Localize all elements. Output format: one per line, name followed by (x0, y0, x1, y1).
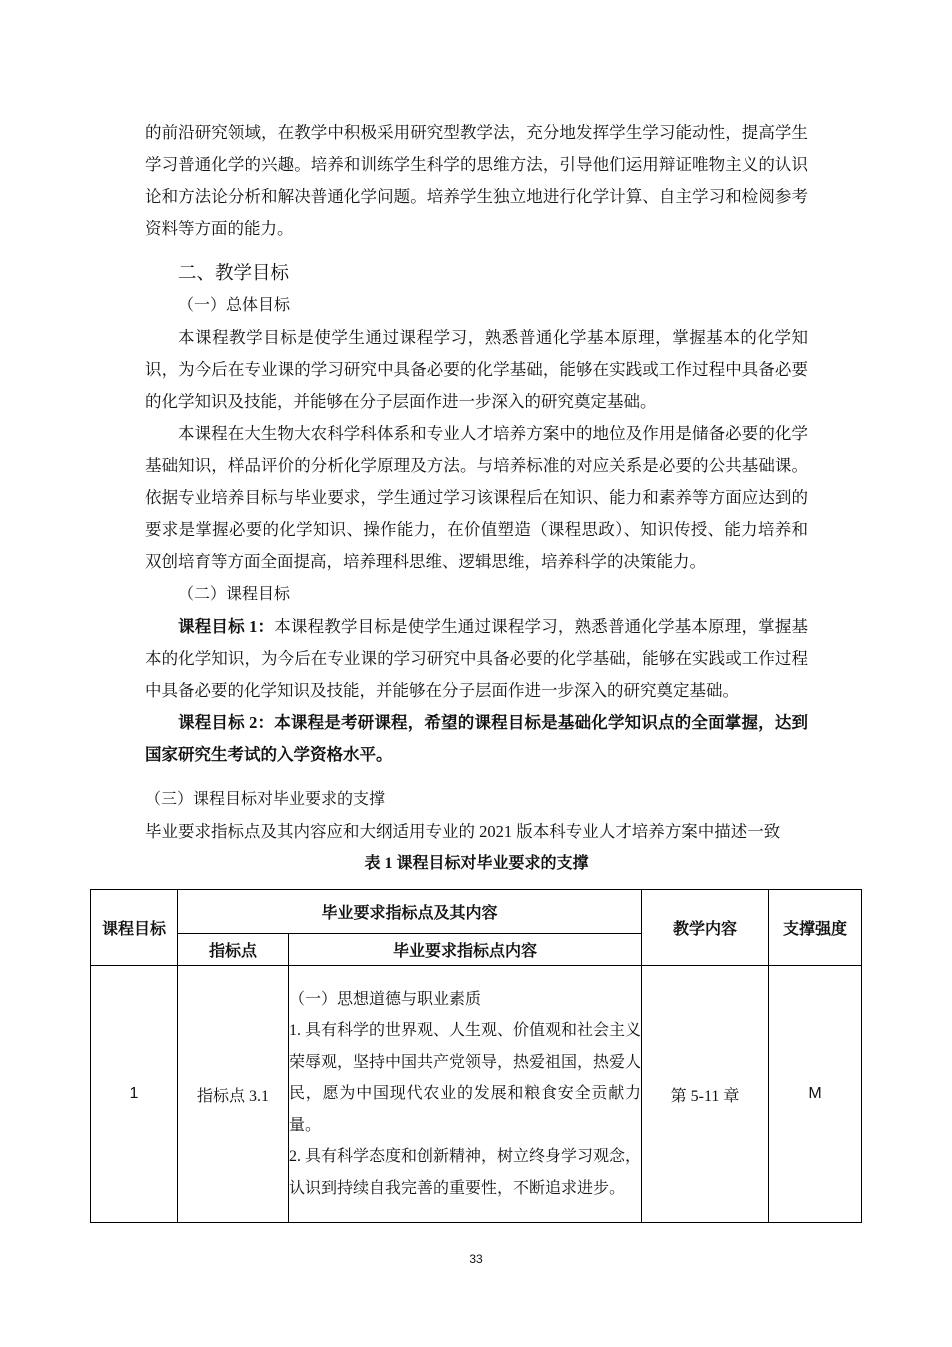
overall-goals-paragraph-2: 本课程在大生物大农科学科体系和专业人才培养方案中的地位及作用是储备必要的化学基础知识，样品评价的分析化学原理及方法。与培养标准的对应关系是必要的公共基础课。依据专业培养目标与毕业要求，学生通过学习该课程后在知识、能力和素养等方面应达到的要求是掌握必要的化学知识、操作能力，在价值塑造（课程思政）、知识传授、能力培养和双创培育等方面全面提高，培养理科思维、逻辑思维，培养科学的决策能力。 (145, 424, 808, 571)
header-course-goal: 课程目标 (91, 890, 178, 966)
course-goal-1-text: 本课程教学目标是使学生通过课程学习，熟悉普通化学基本原理，掌握基本的化学知识，为今后在专业课的学习研究中具备必要的化学基础，能够在实践或工作过程中具备必要的化学知识及技能，并能够在分子层面作进一步深入的研究奠定基础。 (145, 617, 808, 700)
course-goal-1-paragraph (145, 611, 808, 707)
header-teaching-content: 教学内容 (642, 890, 769, 966)
support-note: 毕业要求指标点及其内容应和大纲适用专业的 2021 版本科专业人才培养方案中描述一致 (145, 822, 781, 841)
course-goal-2-text: 本课程是考研课程，希望的课程目标是基础化学知识点的全面掌握，达到国家研究生考试的入学资格水平。 (145, 713, 808, 764)
page-number: 33 (469, 1252, 483, 1266)
cell-indicator-content (289, 966, 642, 1223)
header-requirement-group: 毕业要求指标点及其内容 (178, 890, 642, 934)
overall-goals-paragraph-1: 本课程教学目标是使学生通过课程学习，熟悉普通化学基本原理，掌握基本的化学知识，为今后在专业课的学习研究中具备必要的化学基础，能够在实践或工作过程中具备必要的化学知识及技能，并能够在分子层面作进一步深入的研究奠定基础。 (145, 328, 808, 411)
subheading-overall-goals: （一）总体目标 (178, 297, 291, 314)
table-header-row (91, 890, 862, 934)
course-goal-2-paragraph (145, 707, 808, 771)
page-content (101, 117, 848, 1223)
table-caption: 表 1 课程目标对毕业要求的支撑 (364, 855, 589, 872)
subheading-course-goals: （二）课程目标 (178, 586, 291, 603)
goal-support-table (90, 889, 862, 1223)
cell-support-strength: M (769, 966, 862, 1223)
indicator-content-item-2: 2. 具有科学态度和创新精神，树立终身学习观念，认识到持续自我完善的重要性，不断追求进步。 (289, 1148, 642, 1197)
section-heading-teaching-goals: 二、教学目标 (178, 262, 290, 283)
intro-paragraph: 的前沿研究领域，在教学中积极采用研究型教学法，充分地发挥学生学习能动性，提高学生学习普通化学的兴趣。培养和训练学生科学的思维方法，引导他们运用辩证唯物主义的认识论和方法论分析和解决普通化学问题。培养学生独立地进行化学计算、自主学习和检阅参考资料等方面的能力。 (145, 123, 808, 238)
header-support-strength: 支撑强度 (769, 890, 862, 966)
table-row (91, 966, 862, 1223)
cell-teaching-content: 第 5-11 章 (642, 966, 769, 1223)
indicator-content-heading: （一）思想道德与职业素质 (289, 990, 482, 1008)
header-indicator: 指标点 (178, 934, 289, 966)
course-goal-1-label: 课程目标 1： (178, 617, 275, 636)
indicator-content-item-1: 1. 具有科学的世界观、人生观、价值观和社会主义荣辱观，坚持中国共产党领导，热爱祖国，热爱人民，愿为中国现代农业的发展和粮食安全贡献力量。 (289, 1022, 642, 1134)
subheading-goal-support: （三）课程目标对毕业要求的支撑 (145, 791, 386, 808)
cell-course-goal: 1 (91, 966, 178, 1223)
cell-indicator: 指标点 3.1 (178, 966, 289, 1223)
header-indicator-content: 毕业要求指标点内容 (289, 934, 642, 966)
course-goal-2-label: 课程目标 2： (178, 713, 275, 732)
